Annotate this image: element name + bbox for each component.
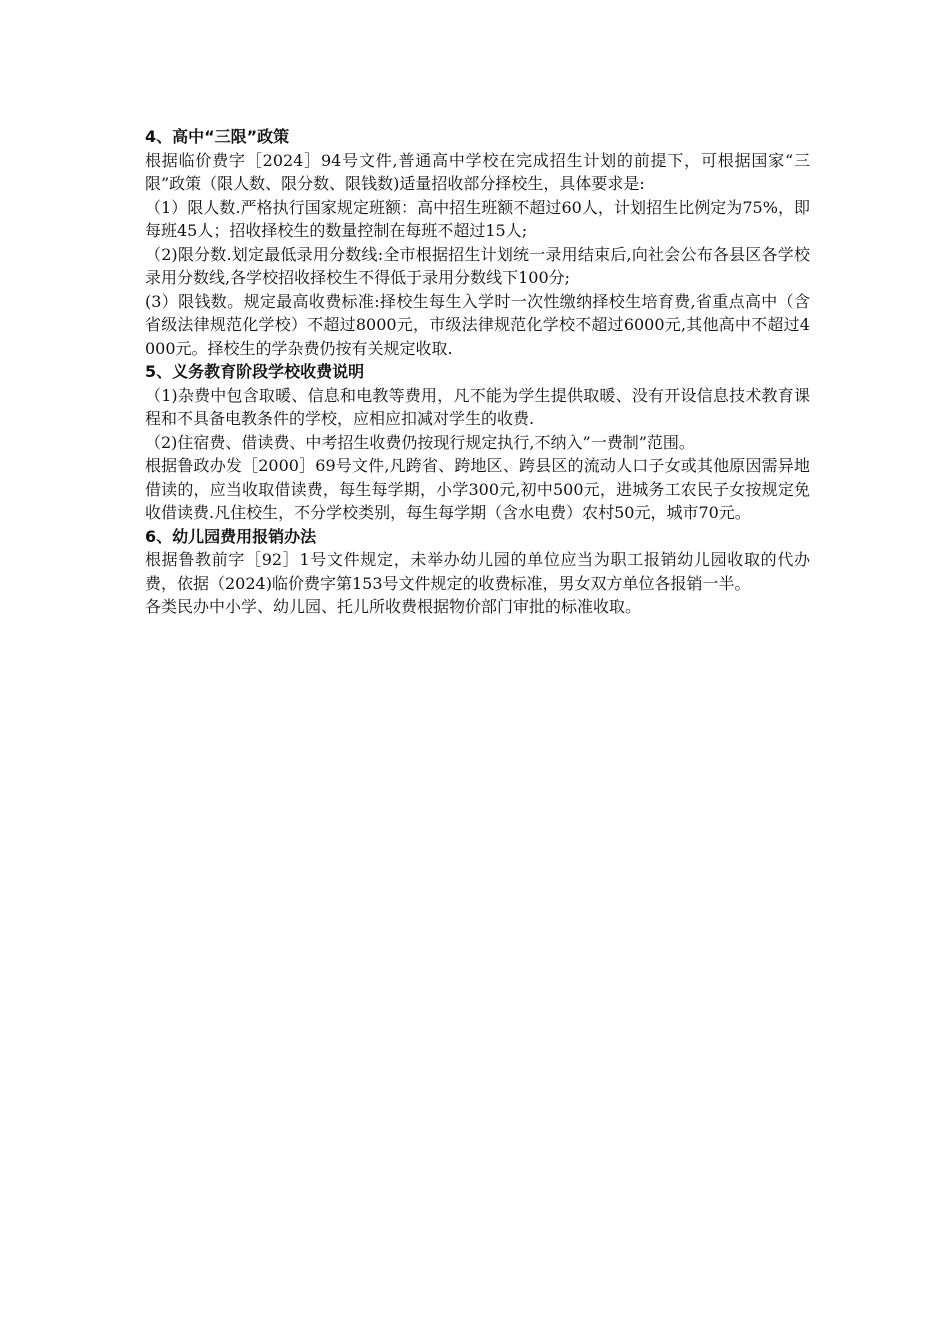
section-heading: 6、幼儿园费用报销办法 — [145, 526, 317, 546]
document-body — [145, 125, 810, 619]
paragraph: 根据鲁教前字［92］1号文件规定，未举办幼儿园的单位应当为职工报销幼儿园收取的代办费，依据（2024)临价费字第153号文件规定的收费标准，男女双方单位各报销一半。 — [145, 550, 810, 593]
section-compulsory-education-fees — [145, 360, 810, 525]
paragraph: (3）限钱数。规定最高收费标准:择校生每生入学时一次性缴纳择校生培育费,省重点高中（含省级法律规范化学校）不超过8000元，市级法律规范化学校不超过6000元,其他高中不超过4000元。择校生的学杂费仍按有关规定收取. — [145, 291, 810, 358]
paragraph: （1)杂费中包含取暖、信息和电教等费用，凡不能为学生提供取暖、没有开设信息技术教育课程和不具备电教条件的学校，应相应扣减对学生的收费. — [145, 385, 810, 428]
section-high-school-policy — [145, 125, 810, 360]
paragraph: （1）限人数.严格执行国家规定班额：高中招生班额不超过60人，计划招生比例定为75%，即每班45人；招收择校生的数量控制在每班不超过15人; — [145, 197, 810, 240]
paragraph: （2)限分数.划定最低录用分数线:全市根据招生计划统一录用结束后,向社会公布各县区各学校录用分数线,各学校招收择校生不得低于录用分数线下100分; — [145, 244, 810, 287]
paragraph: 各类民办中小学、幼儿园、托儿所收费根据物价部门审批的标准收取。 — [145, 597, 642, 616]
paragraph: 根据鲁政办发［2000］69号文件,凡跨省、跨地区、跨县区的流动人口子女或其他原因需异地借读的，应当收取借读费，每生每学期，小学300元,初中500元，进城务工农民子女按规定免收借读费.凡住校生，不分学校类别，每生每学期（含水电费）农村50元，城市70元。 — [145, 456, 810, 522]
section-kindergarten-reimbursement — [145, 525, 810, 619]
section-heading: 4、高中“三限”政策 — [145, 127, 290, 146]
paragraph: 根据临价费字［2024］94号文件,普通高中学校在完成招生计划的前提下，可根据国家“三限”政策（限人数、限分数、限钱数)适量招收部分择校生，具体要求是: — [145, 150, 810, 193]
section-heading: 5、义务教育阶段学校收费说明 — [145, 362, 365, 381]
paragraph: （2)住宿费、借读费、中考招生收费仍按现行规定执行,不纳入”一费制”范围。 — [145, 432, 695, 452]
